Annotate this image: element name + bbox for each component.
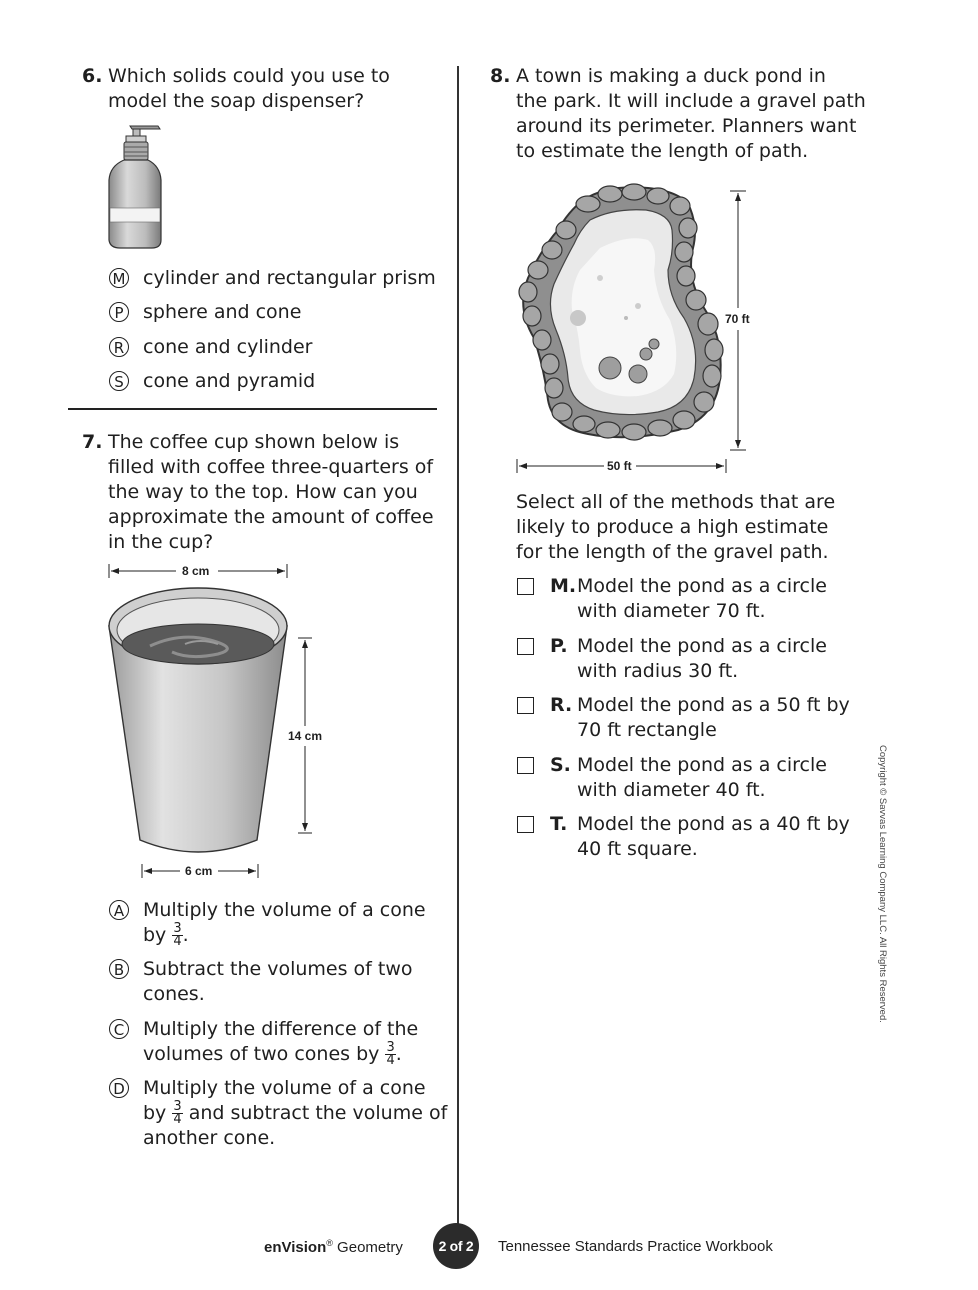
option-text: cone and pyramid xyxy=(143,370,316,392)
option-text-line-1: Multiply the volume of a cone xyxy=(143,1077,426,1099)
checkbox[interactable] xyxy=(517,697,534,714)
option-letter: M. xyxy=(550,575,577,597)
option-text-line-1: Model the pond as a circle xyxy=(577,575,827,597)
option-letter: P. xyxy=(550,635,568,657)
q7-text-line-4: approximate the amount of coffee xyxy=(108,506,434,528)
option-letter-circle: S xyxy=(109,371,129,391)
option-text-line-1: Subtract the volumes of two xyxy=(143,958,413,980)
option-letter-circle: P xyxy=(109,302,129,322)
q8-text-line-3: around its perimeter. Planners want xyxy=(516,115,857,137)
option-letter-circle: C xyxy=(109,1019,129,1039)
option-text-line-2: with diameter 40 ft. xyxy=(577,779,766,801)
option-text-line-2: 40 ft square. xyxy=(577,838,698,860)
fraction-three-quarters: $\frac{3}{4}$ xyxy=(173,921,182,949)
option-text: and subtract the volume of xyxy=(188,1102,448,1124)
q8-text-line-1: A town is making a duck pond in xyxy=(516,65,826,87)
pond-width-label: 50 ft xyxy=(607,459,632,473)
option-letter: S. xyxy=(550,754,571,776)
column-divider xyxy=(457,66,459,1226)
checkbox[interactable] xyxy=(517,578,534,595)
q6-number: 6. xyxy=(82,65,103,87)
option-letter-circle: R xyxy=(109,337,129,357)
q7-text-line-3: the way to the top. How can you xyxy=(108,481,418,503)
subject-name: Geometry xyxy=(332,1239,403,1256)
pond-height-label: 70 ft xyxy=(725,312,750,326)
q8-prompt-line-3: for the length of the gravel path. xyxy=(516,541,829,563)
soap-dispenser-image xyxy=(100,120,170,252)
coffee-cup-figure xyxy=(100,560,340,885)
brand-name: enVision xyxy=(264,1239,327,1256)
q6-text-line-2: model the soap dispenser? xyxy=(108,90,365,112)
cup-height-label: 14 cm xyxy=(288,729,323,743)
option-text-line-1: Multiply the volume of a cone xyxy=(143,899,426,921)
q8-text-line-2: the park. It will include a gravel path xyxy=(516,90,866,112)
option-text-line-2 xyxy=(143,1101,447,1126)
option-letter-circle: B xyxy=(109,959,129,979)
checkbox[interactable] xyxy=(517,638,534,655)
q6-text-line-1: Which solids could you use to xyxy=(108,65,390,87)
page-badge: 2 of 2 xyxy=(433,1223,479,1269)
option-text: by xyxy=(143,1102,167,1124)
option-text-line-2: 70 ft rectangle xyxy=(577,719,717,741)
q7-text-line-2: filled with coffee three-quarters of xyxy=(108,456,434,478)
q8-prompt-line-1: Select all of the methods that are xyxy=(516,491,836,513)
option-text-line-2 xyxy=(143,923,189,948)
checkbox[interactable] xyxy=(517,816,534,833)
cup-top-diameter-label: 8 cm xyxy=(182,564,210,578)
footer-brand xyxy=(264,1238,403,1256)
registered-mark: ® xyxy=(326,1238,333,1248)
q8-prompt-line-2: likely to produce a high estimate xyxy=(516,516,829,538)
option-text-line-1: Model the pond as a circle xyxy=(577,635,827,657)
option-letter-circle: D xyxy=(109,1078,129,1098)
option-text: cylinder and rectangular prism xyxy=(143,267,436,289)
option-text: volumes of two cones by xyxy=(143,1043,380,1065)
q7-number: 7. xyxy=(82,431,103,453)
option-letter: T. xyxy=(550,813,568,835)
option-text-line-1: Model the pond as a 50 ft by xyxy=(577,694,850,716)
section-divider xyxy=(68,408,437,410)
option-text-line-2: with diameter 70 ft. xyxy=(577,600,766,622)
q7-text-line-5: in the cup? xyxy=(108,531,214,553)
fraction-three-quarters: $\frac{3}{4}$ xyxy=(173,1099,182,1127)
footer-workbook-title: Tennessee Standards Practice Workbook xyxy=(498,1238,773,1255)
option-text-line-2: with radius 30 ft. xyxy=(577,660,739,682)
option-text: sphere and cone xyxy=(143,301,302,323)
option-text: by xyxy=(143,924,167,946)
option-letter-circle: M xyxy=(109,268,129,288)
q7-text-line-1: The coffee cup shown below is xyxy=(108,431,400,453)
checkbox[interactable] xyxy=(517,757,534,774)
option-text: cone and cylinder xyxy=(143,336,313,358)
cup-bottom-diameter-label: 6 cm xyxy=(185,864,213,878)
fraction-three-quarters: $\frac{3}{4}$ xyxy=(386,1040,395,1068)
option-text: . xyxy=(395,1043,402,1065)
option-text-line-2 xyxy=(143,1042,402,1067)
option-text-line-1: Model the pond as a 40 ft by xyxy=(577,813,850,835)
option-text-line-1: Model the pond as a circle xyxy=(577,754,827,776)
option-letter: R. xyxy=(550,694,573,716)
option-text-line-2: cones. xyxy=(143,983,205,1005)
copyright-notice: Copyright © Savvas Learning Company LLC. All Rights Reserved. xyxy=(877,745,888,1023)
q8-text-line-4: to estimate the length of path. xyxy=(516,140,809,162)
option-text-line-1: Multiply the difference of the xyxy=(143,1018,419,1040)
q8-number: 8. xyxy=(490,65,511,87)
option-letter-circle: A xyxy=(109,900,129,920)
option-text-line-3: another cone. xyxy=(143,1127,276,1149)
option-text: . xyxy=(182,924,189,946)
duck-pond-figure xyxy=(508,178,768,478)
